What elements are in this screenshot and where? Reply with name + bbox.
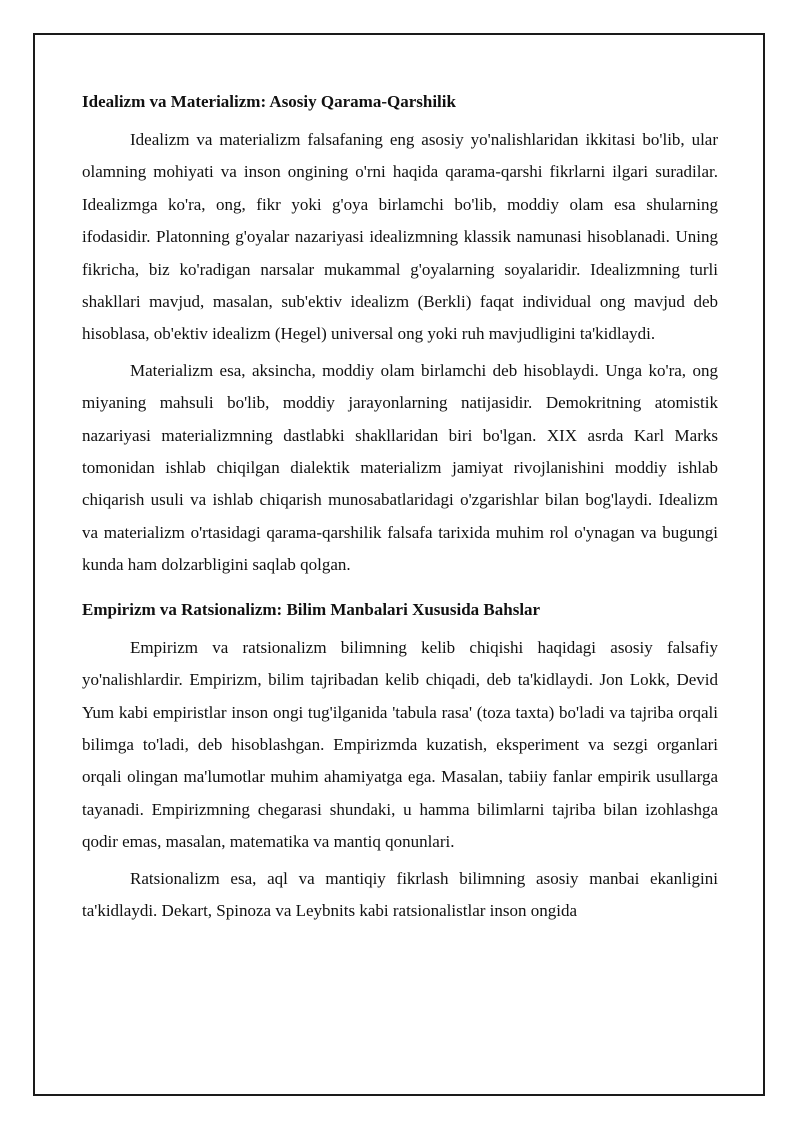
section-heading-idealism-materialism: Idealizm va Materializm: Asosiy Qarama-Qarshilik [82,92,456,111]
paragraph-empiricism: Empirizm va ratsionalizm bilimning kelib chiqishi haqidagi asosiy falsafiy yo'nalishlardir. Empirizm, bilim tajribadan kelib chiqadi, deb ta'kidlaydi. Jon Lokk, Devid Yum kabi empiristlar inson ongi tug'ilganida 'tabula rasa' (toza taxta) bo'ladi va tajriba orqali bilimga to'ladi, deb hisoblashgan. Empirizmda kuzatish, eksperiment va sezgi organlari orqali olingan ma'lumotlar muhim ahamiyatga ega. Masalan, tabiiy fanlar empirik usullarga tayanadi. Empirizmning chegarasi shundaki, u hamma bilimlarni tajriba bilan izohlashga qodir emas, masalan, matematika va mantiq qonunlari. [82,637,718,852]
paragraph-materialism: Materializm esa, aksincha, moddiy olam birlamchi deb hisoblaydi. Unga ko'ra, ong miyaning mahsuli bo'lib, moddiy jarayonlarning natijasidir. Demokritning atomistik nazariyasi materializmning dastlabki shakllaridan biri bo'lgan. XIX asrda Karl Marks tomonidan ishlab chiqilgan dialektik materializm jamiyat rivojlanishini moddiy ishlab chiqarish usuli va ishlab chiqarish munosabatlaridagi o'zgarishlar bilan bog'laydi. Idealizm va materializm o'rtasidagi qarama-qarshilik falsafa tarixida muhim rol o'ynagan va bugungi kunda ham dolzarbligini saqlab qolgan. [82,360,718,575]
section-heading-empiricism-rationalism: Empirizm va Ratsionalizm: Bilim Manbalari Xususida Bahslar [82,599,541,619]
paragraph-idealism: Idealizm va materializm falsafaning eng asosiy yo'nalishlaridan ikkitasi bo'lib, ular olamning mohiyati va inson ongining o'rni haqida qarama-qarshi fikrlarni ilgari suradilar. Idealizmga ko'ra, ong, fikr yoki g'oya birlamchi bo'lib, moddiy olam esa shularning ifodasidir. Platonning g'oyalar nazariyasi idealizmning klassik namunasi hisoblanadi. Uning fikricha, biz ko'radigan narsalar mukammal g'oyalarning soyalaridir. Idealizmning turli shakllari mavjud, masalan, sub'ektiv idealizm (Berkli) faqat individual ong mavjud deb hisoblasa, ob'ektiv idealizm (Hegel) universal ong yoki ruh mavjudligini ta'kidlaydi. [82,130,718,344]
document-body [82,86,718,931]
paragraph-rationalism: Ratsionalizm esa, aql va mantiqiy fikrlash bilimning asosiy manbai ekanligini ta'kidlaydi. Dekart, Spinoza va Leybnits kabi ratsionalistlar inson ongida [82,868,718,920]
